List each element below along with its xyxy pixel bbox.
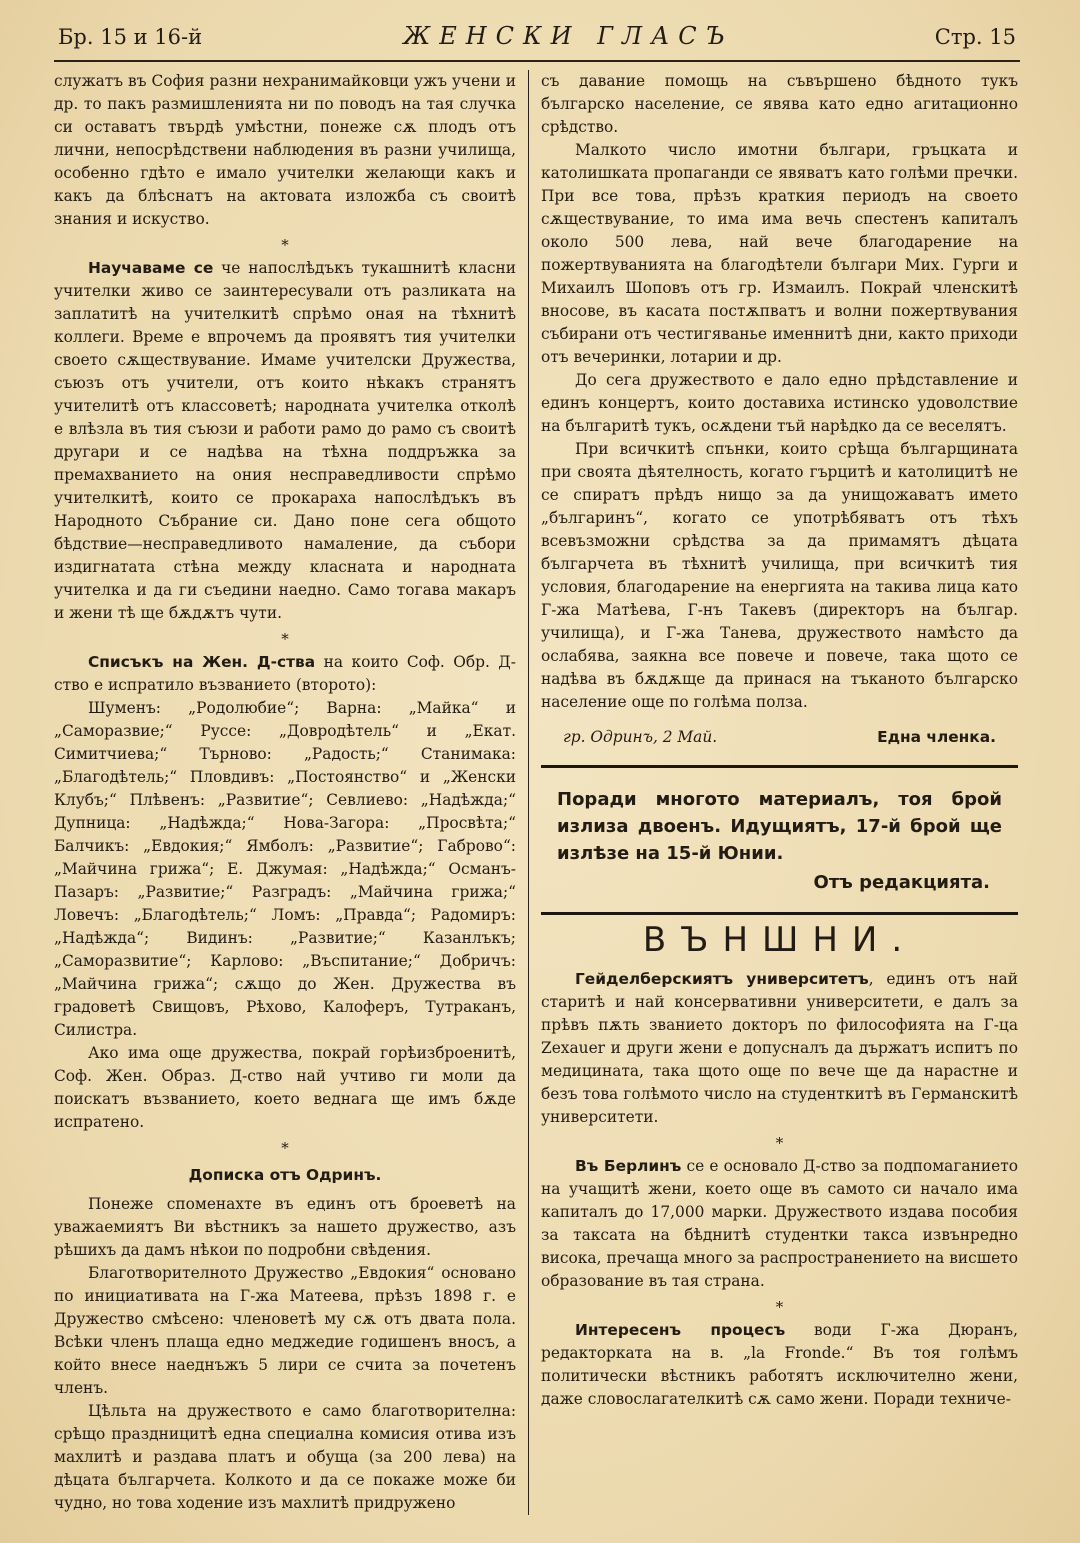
separator-star: *	[775, 1298, 784, 1316]
divider	[541, 912, 1018, 915]
news-paragraph	[54, 257, 516, 625]
list-outro: Ако има още дружества, покрай горѣизброенитѣ, Соф. Жен. Образ. Д-ство най учтиво ги моли да поискатъ възванието, което веднага ще имъ бѫде испратено.	[54, 1044, 516, 1131]
foreign-news-heading: ВЪНШНИ.	[642, 920, 917, 960]
columns	[54, 70, 1020, 1515]
left-column	[54, 70, 528, 1515]
continued-paragraph-1: съ давание помощь на съвършено бѣдното тукъ българско население, се явява като едно агитационно срѣдство.	[541, 72, 1018, 136]
news-body: че напослѣдъкъ тукашнитѣ класни учителки живо се заинтересували отъ разликата на заплатитѣ на учителкитѣ спрѣмо оная на тѣхнитѣ коллеги. Време е впрочемъ да проявятъ тия учителки своето сѫществувание. Имаме учителски Дружества, съюзъ отъ учители, отъ които нѣкакъ странятъ учителитѣ отъ классоветѣ; народната учителка отколѣ е влѣзла въ тия съюзи и работи рамо до рамо съ своитѣ другари и се надѣва на тѣхна поддръжка за премахванието на ония несправедливости спрѣмо учителкитѣ, които се прокараха напослѣдъкъ въ Народното Събрание си. Дано поне сега общото бѣдствие—несправедливото намаление, да събори издигнатата стѣна между класната и народната учителка и да ги съедини наедно. Само тогава макаръ и жени тѣ ще бѫдѫтъ чути.	[54, 259, 516, 622]
letter-paragraph-1: Понеже споменахте въ единъ отъ броеветѣ на уважаемиятъ Ви вѣстникъ за нашето дружество, азъ рѣшихъ да дамъ нѣкои по подробни свѣдения.	[54, 1195, 516, 1259]
issue-number: Бр. 15 и 16-й	[58, 25, 203, 49]
berlin-lead: Въ Берлинъ	[575, 1157, 682, 1175]
separator-star: *	[281, 1139, 289, 1157]
heidelberg-lead: Гейделберскиятъ университетъ	[575, 970, 869, 988]
trial-body: води Г-жа Дюранъ, редакторката на в. „la Fronde.“ Въ тоя голѣмъ политически вѣстникъ работятъ исключително жени, даже словослагателкитѣ сѫ само жени. Поради техниче-	[541, 1321, 1018, 1408]
newspaper-title: ЖЕНСКИ ГЛАСЪ	[403, 22, 734, 50]
letter-signature: Една членка.	[877, 728, 996, 746]
news-lead: Научаваме се	[88, 259, 214, 277]
list-paragraph	[54, 651, 516, 697]
separator-star: *	[775, 1134, 784, 1152]
heidelberg-paragraph	[541, 968, 1018, 1129]
divider	[541, 765, 1018, 768]
trial-paragraph	[541, 1319, 1018, 1411]
page-header	[54, 22, 1020, 62]
continued-paragraph-4: При всичкитѣ спънки, които срѣща българщината при своята дѣятелность, когато гърцитѣ и католицитѣ не се спиратъ прѣдъ нищо за да унищожаватъ името „българинъ“, когато се употрѣбяватъ отъ тѣхъ всевъзможни срѣдства за да примамятъ дѣцата българчета въ тѣхнитѣ училища, при всичкитѣ тия условия, благодарение на енергията на такива лица като Г-жа Матѣева, Г-нъ Такевъ (директоръ на българ. училища), и Г-жа Танева, дружеството намѣсто да ослабява, заякна все повече и повече, така щото се надѣва въ бѫдѫще да принася на тъканото българско население още по голѣма полза.	[541, 440, 1018, 711]
letter-paragraph-3: Цѣльта на дружеството е само благотворителна: срѣщо праздницитѣ една специална комисия отива изъ махлитѣ и раздава платъ и обуща (за 200 лева) на дѣцата българчета. Колкото и да се покаже може би чудно, но това ходение изъ махлитѣ придружено	[54, 1402, 516, 1512]
letter-signoff	[541, 726, 1018, 749]
page-number: Стр. 15	[934, 25, 1016, 49]
editorial-signature: Отъ редакцията.	[813, 872, 990, 893]
separator-star: *	[281, 630, 289, 648]
trial-lead: Интересенъ процесъ	[575, 1321, 786, 1339]
letter-title: Дописка отъ Одринъ.	[188, 1166, 382, 1184]
berlin-body: се е основало Д-ство за подпомаганието на учащитѣ жени, което още въ самото си начало има капиталъ до 17,000 марки. Дружеството издава пособия за таксата на бѣднитѣ студентки такса извънредно висока, пречаща много за распространението на висшето образование въ тая страна.	[541, 1157, 1018, 1290]
continued-paragraph-3: До сега дружеството е дало едно прѣдставление и единъ концертъ, които доставиха истинско удоволствие на българитѣ тукъ, осѫдени тъй нарѣдко да се веселятъ.	[541, 371, 1018, 435]
continued-paragraph-2: Малкото число имотни българи, гръцката и католишката пропаганди се явяватъ като голѣми пречки. При все това, прѣзъ краткия периодъ на своето сѫществувание, то има има вечь спестенъ капиталъ около 500 лева, най вече благодарение на пожертвуванията на благодѣтели българи Мих. Гурги и Михаилъ Шоповъ отъ гр. Измаилъ. Покрай членскитѣ вносове, въ касата постѫпватъ и волни пожертвувания събирани отъ честигяванье именнитѣ дни, както приходи отъ вечеринки, лотарии и др.	[541, 141, 1018, 366]
list-lead: Списъкъ на Жен. Д-ства	[88, 653, 316, 671]
heidelberg-body: , единъ отъ най старитѣ и най консервативни университети, е далъ за прѣвъ пѫть званието докторъ по философията на Г-ца Zexauer и други жени е допусналъ да държатъ испитъ по медицината, така щото още по вече ще да нарастне и безъ това голѣмото число на студенткитѣ въ Германскитѣ университети.	[541, 970, 1018, 1126]
letter-place-date: гр. Одринъ, 2 Май.	[563, 728, 718, 746]
list-intro: на които Соф. Обр. Д-ство е испратило възванието (второто):	[54, 653, 517, 694]
berlin-paragraph	[541, 1155, 1018, 1293]
right-column	[528, 70, 1018, 1515]
societies-list: Шуменъ: „Родолюбие“; Варна: „Майка“ и „Саморазвие;“ Руссе: „Довродѣтель“ и „Екат. Симитчиева;“ Търново: „Радость;“ Станимака: „Благодѣтель;“ Пловдивъ: „Постоянство“ и „Женски Клубъ;“ Плѣвенъ: „Развитие“; Севлиево: „Надѣжда;“ Дупница: „Надѣжда;“ Нова-Загора: „Просвѣта;“ Балчикъ: „Евдокия;“ Ямболъ: „Развитие“; Габрово“: „Майчина грижа“; Е. Джумая: „Надѣжда;“ Османъ-Пазаръ: „Развитие;“ Разградъ: „Майчина грижа;“ Ловечъ: „Благодѣтель;“ Ломъ: „Правда“; Радомиръ: „Надѣжда“; Видинъ: „Развитие;“ Казанлъкъ; „Саморазвитие“; Карлово: „Въспитание;“ Добричъ: „Майчина грижа“; сѫщо до Жен. Дружества въ градоветѣ Свищовъ, Рѣхово, Калоферъ, Тутраканъ, Силистра.	[54, 699, 516, 1039]
letter-paragraph-2: Благотворителното Дружество „Евдокия“ основано по инициативата на Г-жа Матеева, прѣзъ 1898 г. е Дружество смѣсено: членоветѣ му сѫ отъ двата пола. Всѣки членъ плаща едно меджедие годишенъ вносъ, а който внесе наеднъжъ 5 лири се счита за почетенъ членъ.	[54, 1264, 516, 1397]
editorial-notice: Поради многото материалъ, тоя брой излиза двоенъ. Идущиятъ, 17-й брой ще излѣзе на 15-й Юнии.	[557, 789, 1002, 864]
separator-star: *	[281, 236, 289, 254]
intro-paragraph: служатъ въ София разни нехранимайковци ужъ учени и др. то пакъ размишленията ни по поводъ на тая случка си оставатъ твърдѣ умѣстни, понеже сѫ плодъ отъ лични, непосрѣдствени наблюдения въ разни училища, особенно гдѣто е имало учителки желающи какъ и какъ да блѣснатъ на актовата изложба съ своитѣ знания и искуство.	[54, 72, 516, 228]
